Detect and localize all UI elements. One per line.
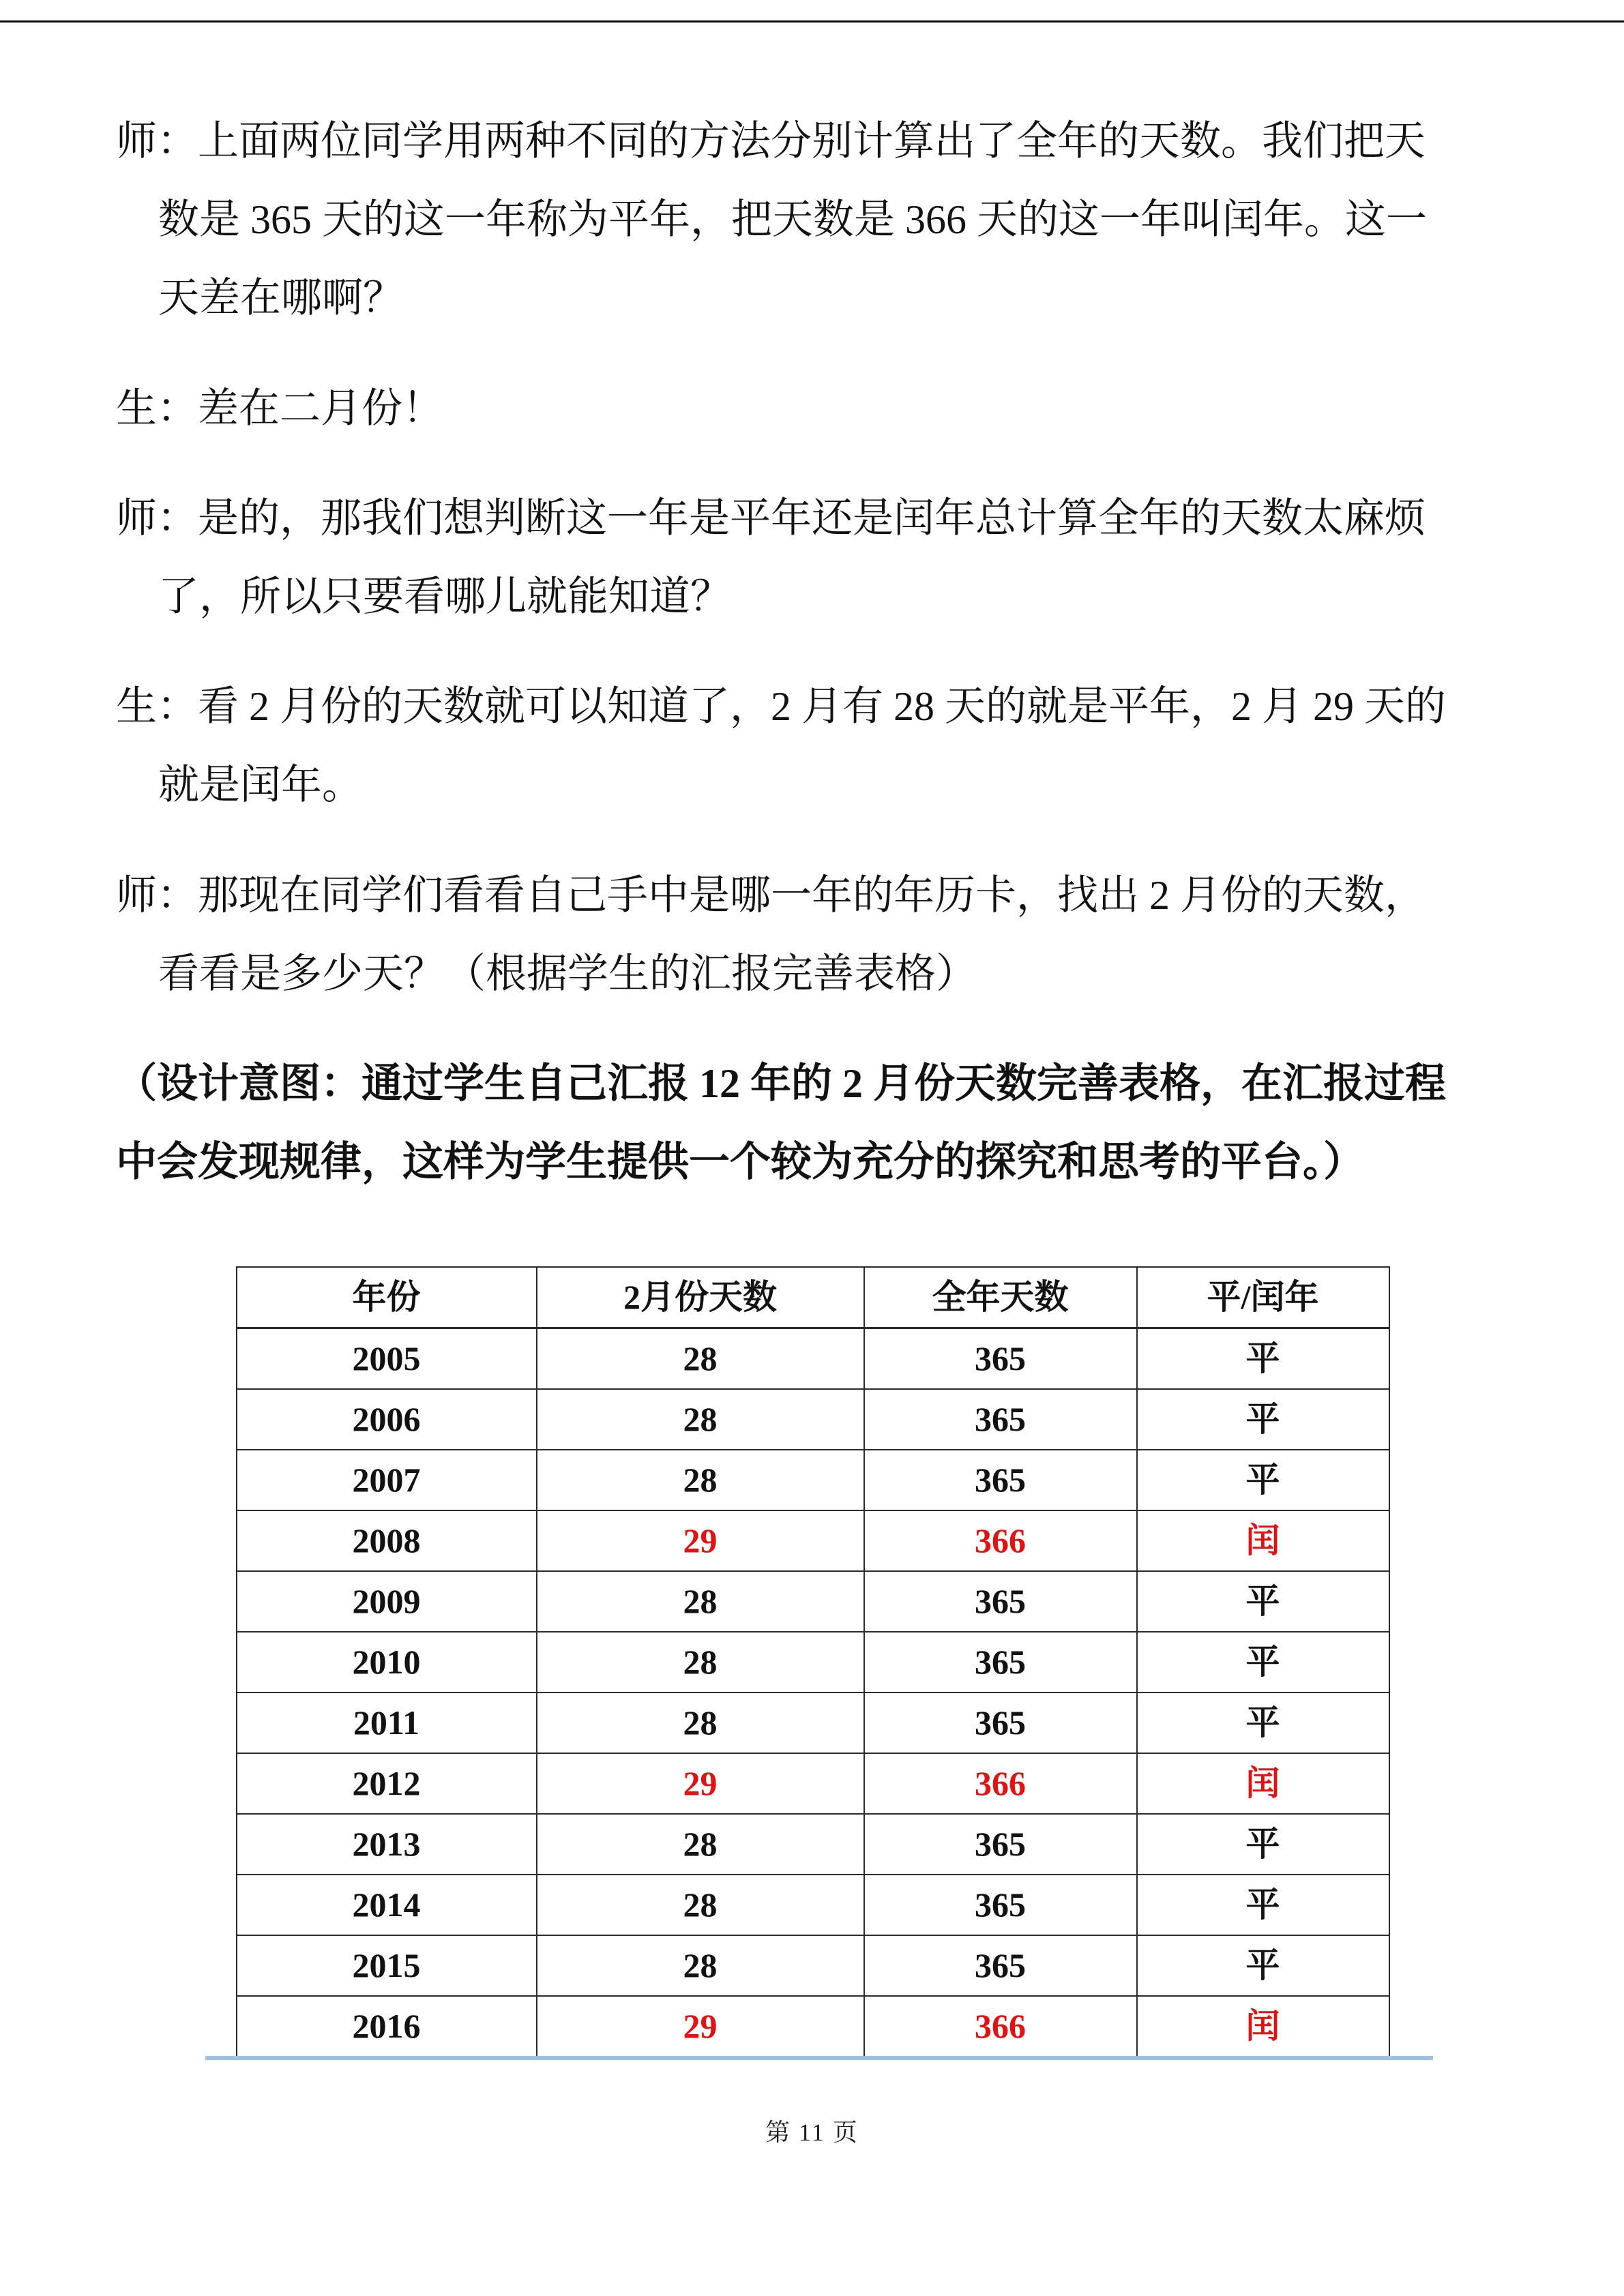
- table-cell-type: 闰: [1137, 1753, 1389, 1814]
- table-cell-type: 平: [1137, 1389, 1389, 1450]
- table-cell-feb: 28: [537, 1814, 864, 1875]
- table-cell-year: 2008: [237, 1510, 537, 1571]
- table-row: [237, 1571, 1389, 1632]
- table-cell-feb: 28: [537, 1875, 864, 1935]
- table-row: [237, 1693, 1389, 1753]
- table-cell-total: 365: [864, 1875, 1137, 1935]
- table-cell-type: 平: [1137, 1935, 1389, 1996]
- table-cell-type: 平: [1137, 1814, 1389, 1875]
- table-cell-type: 平: [1137, 1875, 1389, 1935]
- table-cell-total: 365: [864, 1693, 1137, 1753]
- column-header-year: 年份: [237, 1267, 537, 1328]
- dialogue-paragraph-teacher-1: 师：上面两位同学用两种不同的方法分别计算出了全年的天数。我们把天数是 365 天的这一年称为平年，把天数是 366 天的这一年叫闰年。这一天差在哪啊？: [116, 119, 1427, 321]
- dialogue-paragraph-teacher-2: 师：是的，那我们想判断这一年是平年还是闰年总计算全年的天数太麻烦了，所以只要看哪儿就能知道？: [116, 495, 1426, 619]
- table-cell-total: 366: [864, 1510, 1137, 1571]
- table-row: [237, 1632, 1389, 1693]
- table-cell-total: 365: [864, 1935, 1137, 1996]
- table-row: [237, 1328, 1389, 1390]
- table-cell-type: 闰: [1137, 1996, 1389, 2057]
- table-cell-total: 365: [864, 1814, 1137, 1875]
- table-row: [237, 1875, 1389, 1935]
- table-cell-year: 2013: [237, 1814, 537, 1875]
- table-cell-feb: 29: [537, 1510, 864, 1571]
- table-cell-year: 2009: [237, 1571, 537, 1632]
- table-cell-feb: 28: [537, 1632, 864, 1693]
- table-row: [237, 1450, 1389, 1510]
- dialogue-paragraph-teacher-3: 师：那现在同学们看看自己手中是哪一年的年历卡，找出 2 月份的天数，看看是多少天？（根据学生的汇报完善表格）: [116, 872, 1426, 996]
- table-cell-year: 2007: [237, 1450, 537, 1510]
- table-header-row: [237, 1267, 1389, 1328]
- table-cell-feb: 28: [537, 1693, 864, 1753]
- table-cell-feb: 29: [537, 1996, 864, 2057]
- table-cell-year: 2011: [237, 1693, 537, 1753]
- table-cell-year: 2010: [237, 1632, 537, 1693]
- table-row: [237, 1753, 1389, 1814]
- table-cell-total: 365: [864, 1632, 1137, 1693]
- leap-year-table: [236, 1266, 1390, 2057]
- table-cell-total: 366: [864, 1753, 1137, 1814]
- table-bottom-blue-rule: [205, 2056, 1433, 2060]
- page-number: 第 11 页: [765, 2119, 859, 2147]
- table-cell-year: 2012: [237, 1753, 537, 1814]
- leap-year-table-wrap: [236, 1266, 1389, 2060]
- table-cell-year: 2016: [237, 1996, 537, 2057]
- table-cell-total: 365: [864, 1450, 1137, 1510]
- table-cell-feb: 29: [537, 1753, 864, 1814]
- table-cell-total: 365: [864, 1389, 1137, 1450]
- column-header-type: 平/闰年: [1137, 1267, 1389, 1328]
- table-cell-total: 365: [864, 1328, 1137, 1390]
- column-header-total-days: 全年天数: [864, 1267, 1137, 1328]
- table-cell-total: 365: [864, 1571, 1137, 1632]
- table-cell-year: 2014: [237, 1875, 537, 1935]
- table-cell-type: 平: [1137, 1450, 1389, 1510]
- table-cell-feb: 28: [537, 1935, 864, 1996]
- table-cell-type: 闰: [1137, 1510, 1389, 1571]
- table-row: [237, 1510, 1389, 1571]
- dialogue-paragraph-student-1: 生：差在二月份！: [116, 385, 443, 431]
- page-top-border: [0, 20, 1624, 23]
- design-intent-note: （设计意图：通过学生自己汇报 12 年的 2 月份天数完善表格，在汇报过程中会发现规律，这样为学生提供一个较为充分的探究和思考的平台。）: [116, 1060, 1446, 1185]
- dialogue-paragraph-student-2: 生：看 2 月份的天数就可以知道了，2 月有 28 天的就是平年，2 月 29 天的就是闰年。: [116, 684, 1446, 808]
- table-row: [237, 1996, 1389, 2057]
- table-row: [237, 1814, 1389, 1875]
- table-body: [237, 1328, 1389, 2057]
- table-cell-feb: 28: [537, 1328, 864, 1390]
- table-cell-feb: 28: [537, 1571, 864, 1632]
- table-cell-total: 366: [864, 1996, 1137, 2057]
- table-cell-year: 2015: [237, 1935, 537, 1996]
- table-cell-type: 平: [1137, 1693, 1389, 1753]
- table-cell-feb: 28: [537, 1389, 864, 1450]
- table-row: [237, 1389, 1389, 1450]
- table-cell-type: 平: [1137, 1571, 1389, 1632]
- table-row: [237, 1935, 1389, 1996]
- table-cell-type: 平: [1137, 1632, 1389, 1693]
- column-header-feb-days: 2月份天数: [537, 1267, 864, 1328]
- table-cell-feb: 28: [537, 1450, 864, 1510]
- table-cell-year: 2006: [237, 1389, 537, 1450]
- table-cell-year: 2005: [237, 1328, 537, 1390]
- table-cell-type: 平: [1137, 1328, 1389, 1390]
